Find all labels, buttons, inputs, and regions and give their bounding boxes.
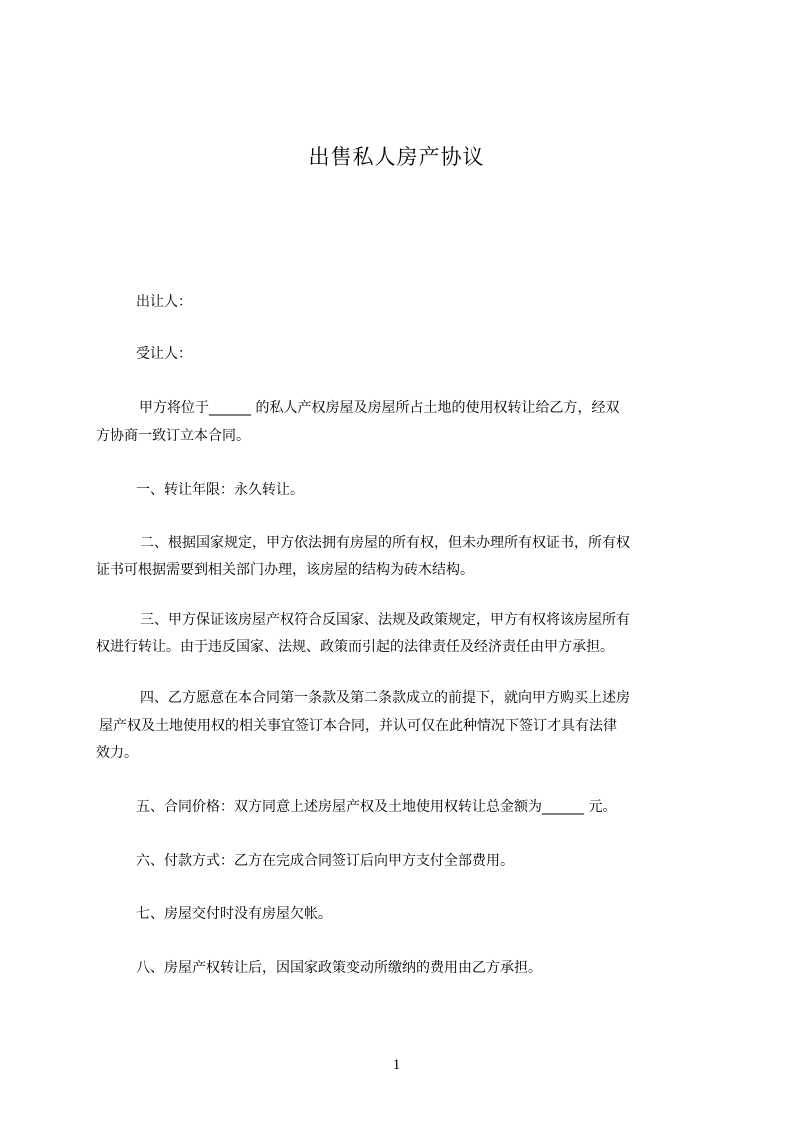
- clause-8: 八、房屋产权转让后，因国家政策变动所缴纳的费用由乙方承担。: [136, 960, 542, 976]
- buyer-label: 受让人：: [136, 346, 192, 362]
- clause-4-line: 屋产权及土地使用权的相关事宜签订本合同，并认可仅在此种情况下签订才具有法律: [99, 718, 617, 734]
- clause-3-line: 三、甲方保证该房屋产权符合反国家、法规及政策规定，甲方有权将该房屋所有: [140, 612, 630, 628]
- clause-1: 一、转让年限：永久转让。: [136, 482, 304, 498]
- page-number: 1: [392, 1057, 401, 1073]
- document-title: 出售私人房产协议: [308, 145, 485, 169]
- clause-2-line: 二、根据国家规定，甲方依法拥有房屋的所有权，但未办理所有权证书，所有权: [140, 535, 630, 551]
- seller-label: 出让人：: [136, 294, 192, 310]
- clause-7: 七、房屋交付时没有房屋欠帐。: [136, 906, 332, 922]
- clause-2-line: 证书可根据需要到相关部门办理，该房屋的结构为砖木结构。: [96, 562, 474, 578]
- clause-4-line: 四、乙方愿意在本合同第一条款及第二条款成立的前提下，就向甲方购买上述房: [140, 690, 630, 706]
- clause-4-line: 效力。: [96, 745, 138, 761]
- clause-6: 六、付款方式：乙方在完成合同签订后向甲方支付全部费用。: [136, 853, 514, 869]
- intro-line: 方协商一致订立本合同。: [96, 428, 250, 444]
- clause-3-line: 权进行转让。由于违反国家、法规、政策而引起的法律责任及经济责任由甲方承担。: [96, 639, 614, 655]
- clause-5: 五、合同价格：双方同意上述房屋产权及土地使用权转让总金额为______ 元。: [136, 799, 617, 815]
- intro-line: 甲方将位于______ 的私人产权房屋及房屋所占土地的使用权转让给乙方，经双: [139, 400, 620, 416]
